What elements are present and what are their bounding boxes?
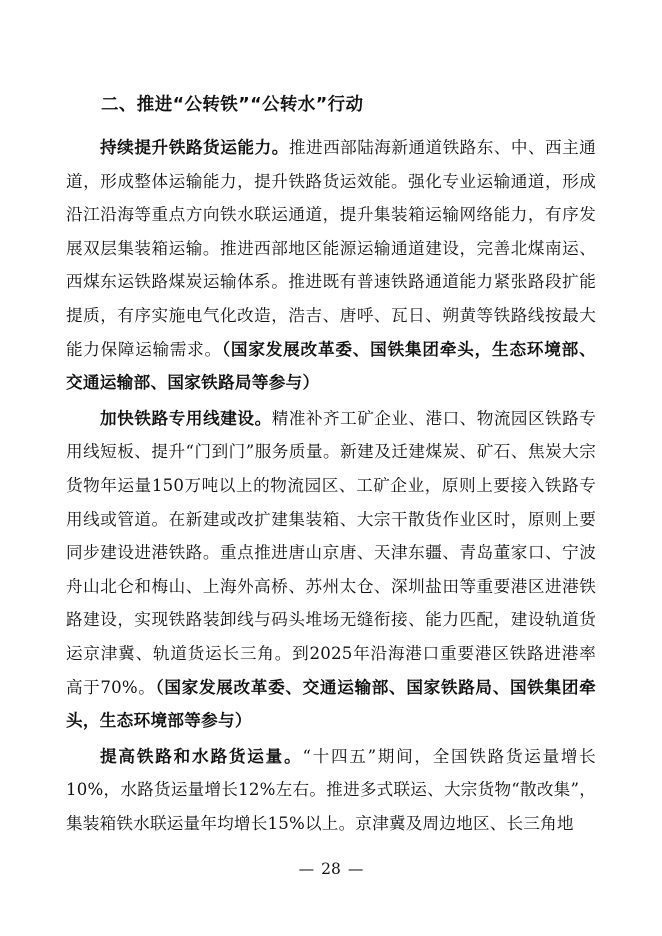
paragraph-3-lead: 提高铁路和水路货运量。 [100,746,303,766]
paragraph-3 [66,740,596,841]
paragraph-2-text: 精准补齐工矿企业、港口、物流园区铁路专用线短板、提升“门到门”服务质量。新建及迁建煤炭、矿石、焦炭大宗货物年运量150万吨以上的物流园区、工矿企业，原则上要接入铁路专用线或管道。在新建或改扩建集装箱、大宗干散货作业区时，原则上要同步建设进港铁路。重点推进唐山京唐、天津东疆、青岛董家口、宁波舟山北仑和梅山、上海外高桥、苏州太仓、深圳盐田等重要港区进港铁路建设，实现铁路装卸线与码头堆场无缝衔接、能力匹配，建设轨道货运京津冀、轨道货运长三角。到2025年沿海港口重要港区铁路进港率高于70%。 [66,408,596,697]
page-number: 28 [321,860,341,878]
footer-dash-right: — [347,860,364,878]
paragraph-2-responsible: （国家发展改革委、交通运输部、国家铁路局、国铁集团牵头，生态环境部等参与） [66,677,597,731]
page-footer [0,860,662,878]
paragraph-1-responsible: （国家发展改革委、国铁集团牵头，生态环境部、交通运输部、国家铁路局等参与） [66,339,596,393]
footer-dash-left: — [298,860,315,878]
paragraph-2-lead: 加快铁路专用线建设。 [100,408,272,428]
document-body [66,88,596,840]
section-heading: 二、推进“公转铁”“公转水”行动 [101,95,364,115]
paragraph-1 [66,131,596,400]
paragraph-1-lead: 持续提升铁路货运能力。 [100,138,289,157]
paragraph-1-text: 推进西部陆海新通道铁路东、中、西主通道，形成整体运输能力，提升铁路货运效能。强化专业运输通道，形成沿江沿海等重点方向铁水联运通道，提升集装箱运输网络能力，有序发展双层集装箱运输。推进西部地区能源运输通道建设，完善北煤南运、西煤东运铁路煤炭运输体系。推进既有普速铁路通道能力紧张路段扩能提质，有序实施电气化改造，浩吉、唐呼、瓦日、朔黄等铁路线按最大能力保障运输需求。 [66,138,596,359]
paragraph-2 [66,402,596,738]
paragraph-3-text: “十四五”期间，全国铁路货运量增长10%，水路货运量增长12%左右。推进多式联运、大宗货物“散改集”，集装箱铁水联运量年均增长15%以上。京津冀及周边地区、长三角地 [66,746,596,833]
